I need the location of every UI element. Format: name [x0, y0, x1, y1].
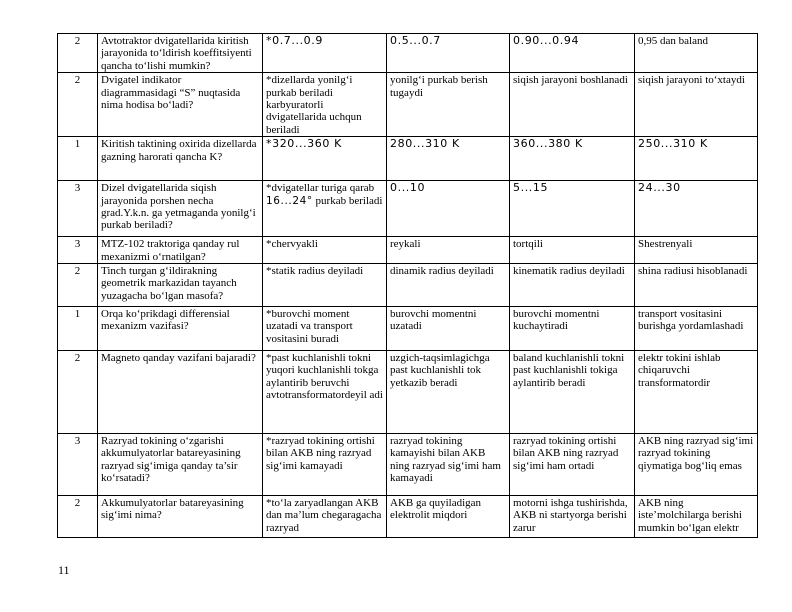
table-row: [58, 181, 758, 237]
table-row: [58, 137, 758, 181]
answer-cell: 0,95 dan baland: [635, 34, 758, 73]
answer-correct-cell: *past kuchlanishli tokni yuqori kuchlanishli tokga aylantirib beruvchi avtotransformatordeyil adi: [263, 351, 387, 434]
answer-correct-cell: *burovchi moment uzatadi va transport vositasini buradi: [263, 307, 387, 351]
question-cell: Dizel dvigatellarida siqish jarayonida porshen necha grad.Y.k.n. ga yetmaganda yonilg‘i purkab beriladi?: [98, 181, 263, 237]
answer-cell: kinematik radius deyiladi: [510, 264, 635, 307]
answer-correct-cell: [263, 181, 387, 237]
table-row: [58, 73, 758, 137]
score-cell: 2: [58, 351, 98, 434]
answer-cell: AKB ning iste’molchilarga berishi mumkin bo‘lgan elektr: [635, 496, 758, 538]
answer-correct-cell: *320...360 K: [263, 137, 387, 181]
question-cell: Tinch turgan g‘ildirakning geometrik markazidan tayanch yuzagacha bo‘lgan masofa?: [98, 264, 263, 307]
angle-formula: 16...24°: [266, 194, 313, 207]
answer-text: *dvigatellar turiga qarab: [266, 182, 375, 195]
answer-cell: razryad tokining kamayishi bilan AKB ning razryad sig‘imi ham kamayadi: [387, 434, 510, 496]
score-cell: 2: [58, 264, 98, 307]
score-cell: 1: [58, 307, 98, 351]
answer-correct-cell: *to‘la zaryadlangan AKB dan ma’lum chegaragacha razryad: [263, 496, 387, 538]
answer-cell: Shestrenyali: [635, 237, 758, 264]
table-row: [58, 307, 758, 351]
answer-cell: tortqili: [510, 237, 635, 264]
answer-cell: 5...15: [510, 181, 635, 237]
answer-correct-cell: *statik radius deyiladi: [263, 264, 387, 307]
answer-cell: 0.90...0.94: [510, 34, 635, 73]
answer-cell: motorni ishga tushirishda, AKB ni startyorga berishi zarur: [510, 496, 635, 538]
question-cell: Kiritish taktining oxirida dizellarda gazning harorati qancha K?: [98, 137, 263, 181]
answer-cell: 0.5...0.7: [387, 34, 510, 73]
score-cell: 3: [58, 237, 98, 264]
answer-cell: 0...10: [387, 181, 510, 237]
answer-cell: 24...30: [635, 181, 758, 237]
answer-cell: uzgich-taqsimlagichga past kuchlanishli tok yetkazib beradi: [387, 351, 510, 434]
table-row: [58, 434, 758, 496]
table-row: [58, 237, 758, 264]
score-cell: 3: [58, 181, 98, 237]
page-number: 11: [58, 563, 70, 577]
answer-cell: baland kuchlanishli tokni past kuchlanishli tokiga aylantirib beradi: [510, 351, 635, 434]
table-row: [58, 351, 758, 434]
answer-correct-cell: *razryad tokining ortishi bilan AKB ning razryad sig‘imi kamayadi: [263, 434, 387, 496]
answer-correct-cell: *0.7...0.9: [263, 34, 387, 73]
answer-cell: reykali: [387, 237, 510, 264]
question-cell: Dvigatel indikator diagrammasidagi “S” nuqtasida nima hodisa bo‘ladi?: [98, 73, 263, 137]
answer-cell: 280...310 K: [387, 137, 510, 181]
question-cell: MTZ-102 traktoriga qanday rul mexanizmi o‘rnatilgan?: [98, 237, 263, 264]
answer-correct-cell: *dizellarda yonilg‘i purkab beriladi karbyuratorli dvigatellarida uchqun beriladi: [263, 73, 387, 137]
answer-text: purkab beriladi: [315, 194, 383, 207]
score-cell: 1: [58, 137, 98, 181]
answer-cell: elektr tokini ishlab chiqaruvchi transformatordir: [635, 351, 758, 434]
table-row: [58, 34, 758, 73]
question-cell: Orqa ko‘prikdagi differensial mexanizm vazifasi?: [98, 307, 263, 351]
score-cell: 3: [58, 434, 98, 496]
question-cell: Avtotraktor dvigatellarida kiritish jarayonida to‘ldirish koeffitsiyenti qancha to‘lishi mumkin?: [98, 34, 263, 73]
question-table: [57, 33, 758, 538]
answer-correct-cell: *chervyakli: [263, 237, 387, 264]
score-cell: 2: [58, 73, 98, 137]
answer-cell: AKB ga quyiladigan elektrolit miqdori: [387, 496, 510, 538]
question-cell: Razryad tokining o‘zgarishi akkumulyatorlar batareyasining razryad sig‘imiga qanday ta’sir ko‘rsatadi?: [98, 434, 263, 496]
table-row: [58, 264, 758, 307]
question-cell: Magneto qanday vazifani bajaradi?: [98, 351, 263, 434]
answer-cell: transport vositasini burishga yordamlashadi: [635, 307, 758, 351]
question-cell: Akkumulyatorlar batareyasining sig‘imi nima?: [98, 496, 263, 538]
score-cell: 2: [58, 496, 98, 538]
answer-cell: 250...310 K: [635, 137, 758, 181]
answer-cell: 360...380 K: [510, 137, 635, 181]
answer-cell: yonilg‘i purkab berish tugaydi: [387, 73, 510, 137]
answer-cell: dinamik radius deyiladi: [387, 264, 510, 307]
answer-cell: shina radiusi hisoblanadi: [635, 264, 758, 307]
answer-cell: siqish jarayoni to‘xtaydi: [635, 73, 758, 137]
answer-cell: AKB ning razryad sig‘imi razryad tokining qiymatiga bog‘liq emas: [635, 434, 758, 496]
answer-cell: burovchi momentni kuchaytiradi: [510, 307, 635, 351]
answer-cell: siqish jarayoni boshlanadi: [510, 73, 635, 137]
answer-cell: razryad tokining ortishi bilan AKB ning razryad sig‘imi ham ortadi: [510, 434, 635, 496]
score-cell: 2: [58, 34, 98, 73]
answer-cell: burovchi momentni uzatadi: [387, 307, 510, 351]
table-row: [58, 496, 758, 538]
